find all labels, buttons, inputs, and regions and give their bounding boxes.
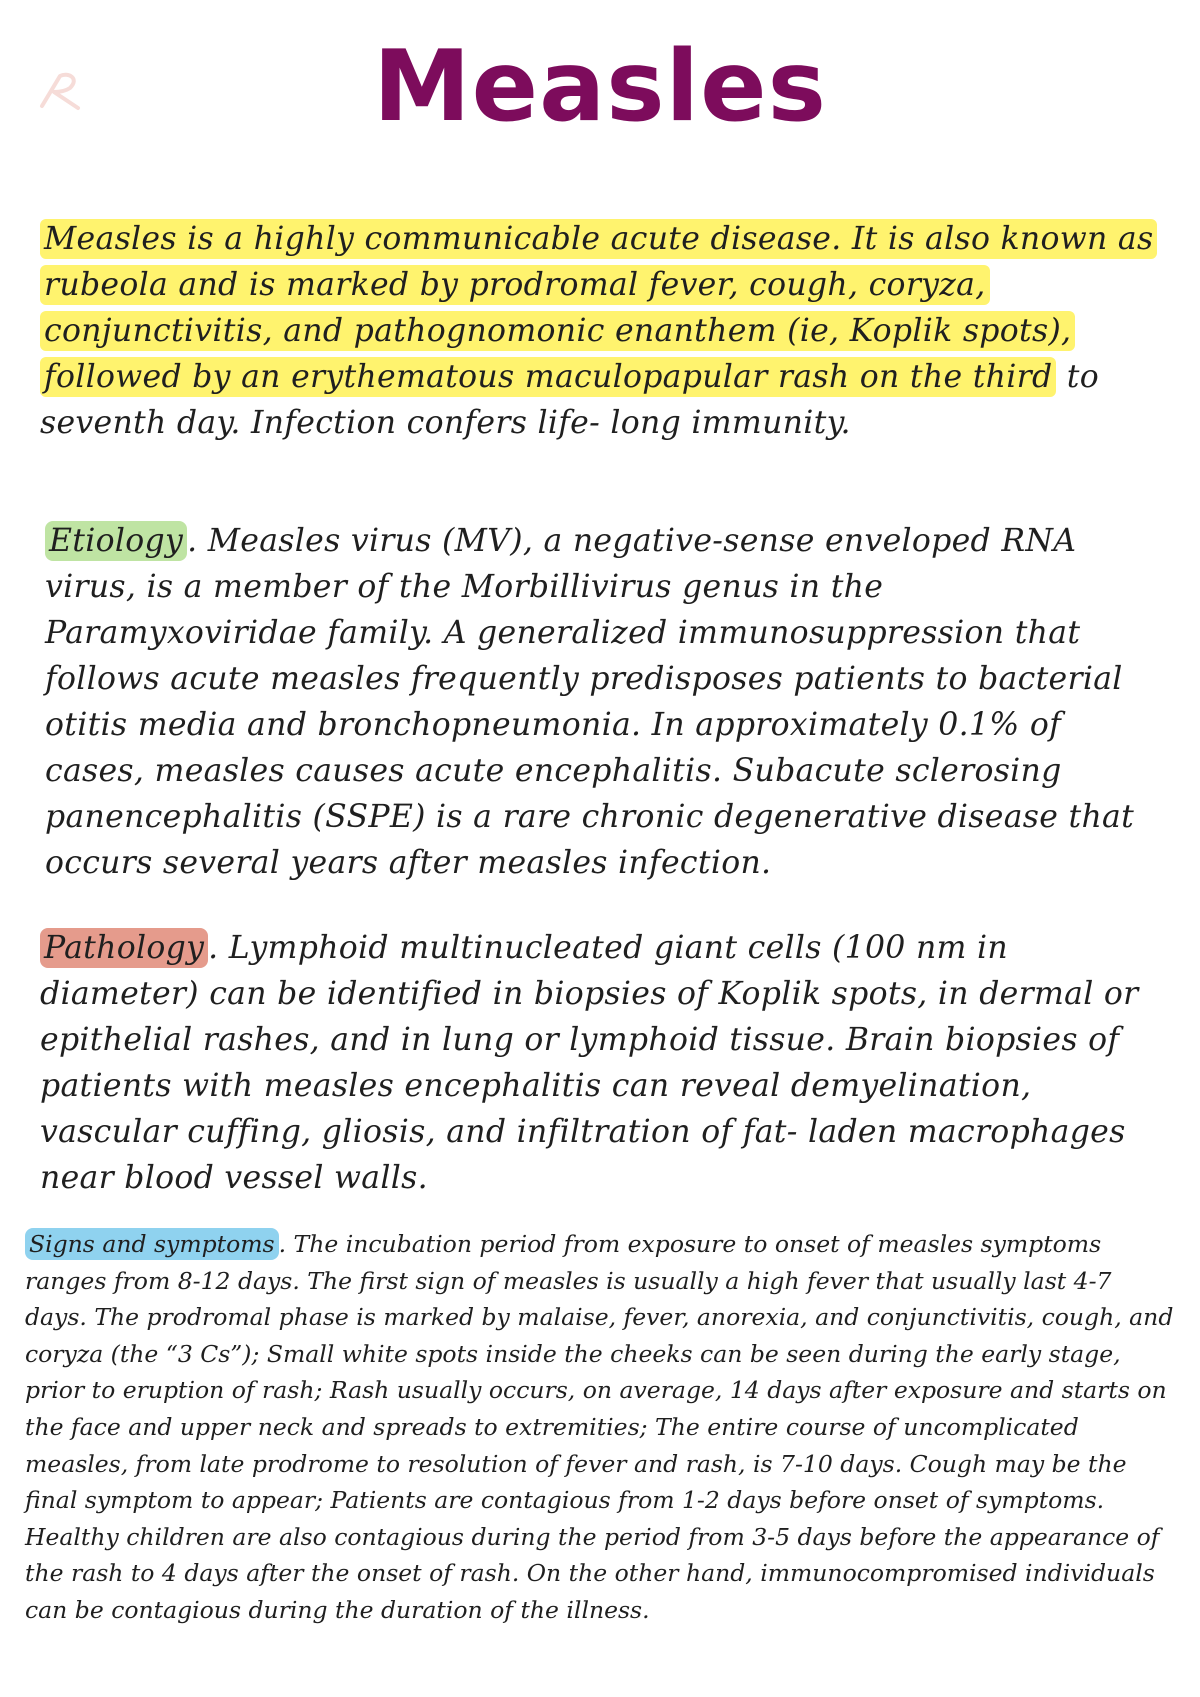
page-title: Measles xyxy=(373,30,827,144)
signs-heading: Signs and symptoms xyxy=(25,1228,279,1260)
intro-highlighted-text: Measles is a highly communicable acute disease. It is also known as rubeola and is marked by prodromal fever, cough, coryza, conjunctivitis, and pathognomonic enanthem (ie, Koplik spots), followed by an erythematous maculopapular rash on the third xyxy=(40,219,1157,397)
intro-remaining-text: to seventh day. Infection confers life- long immunity. xyxy=(40,359,1099,441)
signs-paragraph xyxy=(25,1226,1180,1629)
pathology-paragraph xyxy=(40,925,1168,1201)
etiology-text: . Measles virus (MV), a negative-sense enveloped RNA virus, is a member of the Morbillivirus genus in the Paramyxoviridae family. A generalized immunosuppression that follows acute measles frequently predisposes patients to bacterial otitis media and bronchopneumonia. In approximately 0.1% of cases, measles causes acute encephalitis. Subacute sclerosing panencephalitis (SSPE) is a rare chronic degenerative disease that occurs several years after measles infection. xyxy=(45,523,1135,881)
etiology-heading: Etiology xyxy=(45,521,187,561)
pathology-heading: Pathology xyxy=(40,928,208,968)
etiology-paragraph xyxy=(45,518,1165,886)
signs-text: . The incubation period from exposure to onset of measles symptoms ranges from 8-12 days. The first sign of measles is usually a high fever that usually last 4-7 days. The prodromal phase is marked by malaise, fever, anorexia, and conjunctivitis, cough, and coryza (the “3 Cs”); Small white spots inside the cheeks can be seen during the early stage, prior to eruption of rash; Rash usually occurs, on average, 14 days after exposure and starts on the face and upper neck and spreads to extremities; The entire course of uncomplicated measles, from late prodrome to resolution of fever and rash, is 7-10 days. Cough may be the final symptom to appear; Patients are contagious from 1-2 days before onset of symptoms. Healthy children are also contagious during the period from 3-5 days before the appearance of the rash to 4 days after the onset of rash. On the other hand, immunocompromised individuals can be contagious during the duration of the illness. xyxy=(25,1230,1174,1624)
intro-paragraph xyxy=(40,216,1165,446)
pathology-text: . Lymphoid multinucleated giant cells (100 nm in diameter) can be identified in biopsies of Koplik spots, in dermal or epithelial rashes, and in lung or lymphoid tissue. Brain biopsies of patients with measles encephalitis can reveal demyelination, vascular cuffing, gliosis, and infiltration of fat- laden macrophages near blood vessel walls. xyxy=(40,930,1139,1196)
